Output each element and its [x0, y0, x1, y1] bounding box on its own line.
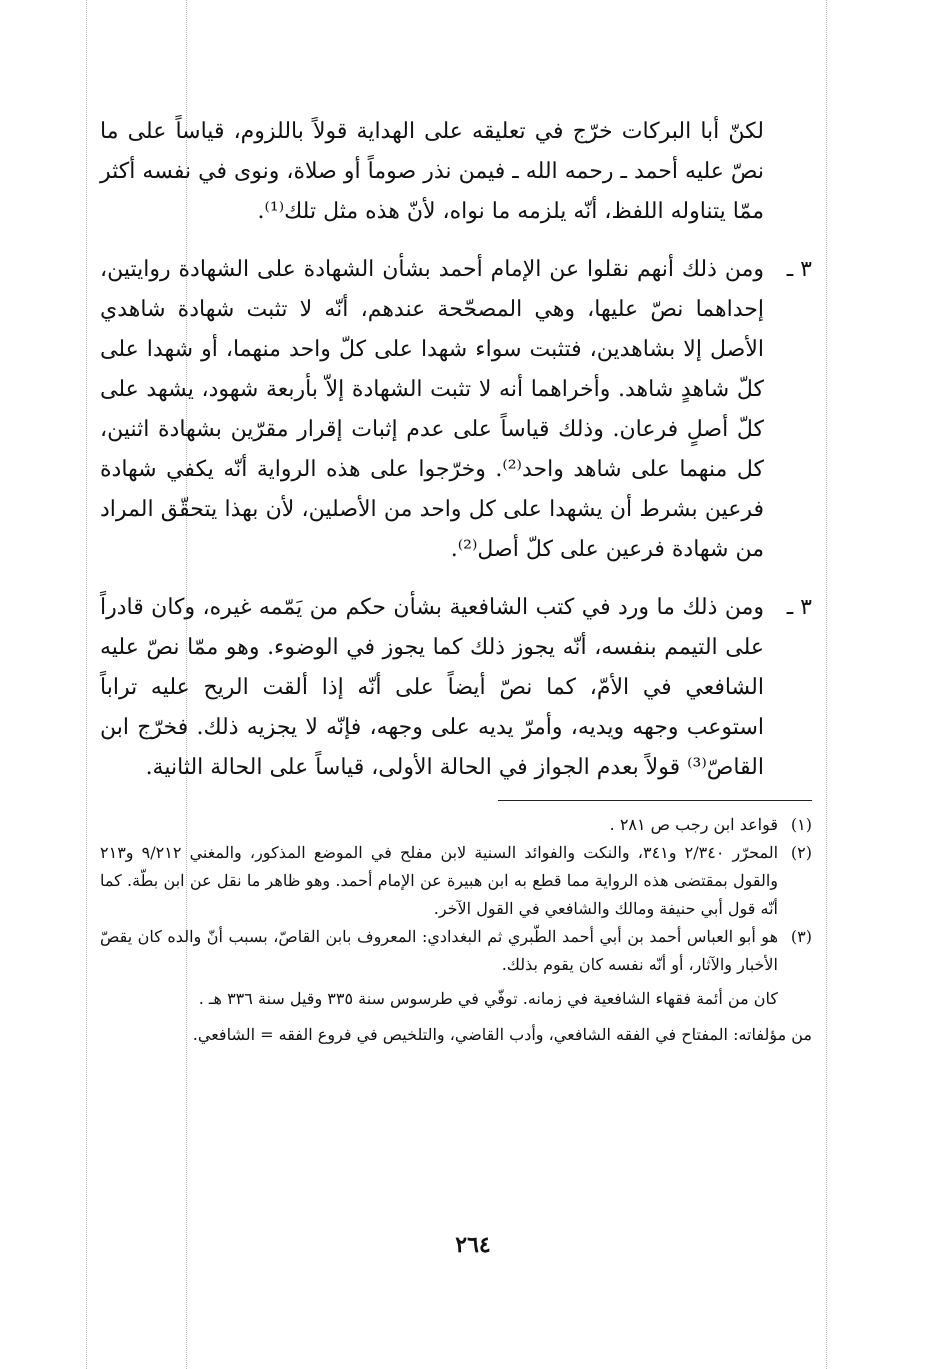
list-item-text: ومن ذلك أنهم نقلوا عن الإمام أحمد بشأن الشهادة على الشهادة روايتين، إحداهما نصّ عليها، وهي المصحّحة عندهم، أنّه لا تثبت شهادة شاهدي الأصل إلا بشاهدين، فتثبت سواء شهدا على كلّ واحد منهما، أو شهدا على كلّ شاهدٍ شاهد. وأخراهما أنه لا تثبت الشهادة إلاّ بأربعة شهود، يشهد على كلّ أصلٍ فرعان. وذلك قياساً على عدم إثبات إقرار مقرّين بشهادة اثنين، كل منهما على شاهد واحد⁽²⁾. وخرّجوا على هذه الرواية أنّه يكفي شهادة فرعين بشرط أن يشهدا على كل واحد من الأصلين، لأن بهذا يتحقّق المراد من شهادة فرعين على كلّ أصل⁽²⁾.: [100, 257, 764, 562]
footnote-text: المحرّر ٢/٣٤٠ و٣٤١، والنكت والفوائد السنية لابن مفلح في الموضع المذكور، والمغني ٩/٢١٢ و٢١٣ والقول بمقتضى هذه الرواية مما قطع به ابن هبيرة عن الإمام أحمد. وهو ظاهر ما نقل عن ابن بطّة. كما أنّه قول أبي حنيفة ومالك والشافعي في القول الآخر.: [100, 843, 779, 918]
footnote-3: [100, 923, 812, 979]
footnote-1: [100, 811, 812, 839]
footnote-separator: [498, 800, 812, 801]
page-number: ٢٦٤: [455, 1232, 491, 1258]
footnote-number: (٣): [790, 927, 812, 946]
footnote-text: قواعد ابن رجب ص ٢٨١ .: [609, 815, 778, 834]
list-item: [100, 588, 812, 788]
list-item-number: ٣ ـ: [786, 595, 812, 620]
margin-guide-left: [86, 0, 87, 1369]
footnote-3-continuation: كان من أئمة فقهاء الشافعية في زمانه. توفّي في طرسوس سنة ٣٣٥ وقيل سنة ٣٣٦ هـ .: [198, 989, 778, 1008]
footnote-number: (٢): [790, 843, 812, 862]
list-item-text: ومن ذلك ما ورد في كتب الشافعية بشأن حكم من يَمّمه غيره، وكان قادراً على التيمم بنفسه، أنّه يجوز ذلك كما يجوز في الوضوء. وهو ممّا نصّ عليه الشافعي في الأمّ، كما نصّ أيضاً على أنّه إذا ألقت الريح عليه تراباً استوعب وجهه ويديه، وأمرّ يديه على وجهه، فإنّه لا يجزيه ذلك. فخرّج ابن القاصّ⁽³⁾ قولاً بعدم الجواز في الحالة الأولى، قياساً على الحالة الثانية.: [100, 595, 764, 780]
footnote-text: هو أبو العباس أحمد بن أبي أحمد الطّبري ثم البغدادي: المعروف بابن القاصّ، بسبب أنّ والده كان يقصّ الأخبار والآثار، أو أنّه نفسه كان يقوم بذلك.: [100, 927, 778, 974]
list-item-number: ٣ ـ: [786, 257, 812, 282]
footnote-number: (١): [790, 815, 812, 834]
page-body: [100, 112, 812, 1049]
footnote-3-works: من مؤلفاته: المفتاح في الفقه الشافعي، وأدب القاضي، والتلخيص في فروع الفقه = الشافعي.: [192, 1025, 812, 1044]
list-item: [100, 250, 812, 570]
intro-paragraph: لكنّ أبا البركات خرّج في تعليقه على الهداية قولاً باللزوم، قياساً على ما نصّ عليه أحمد ـ رحمه الله ـ فيمن نذر صوماً أو صلاة، ونوى في نفسه أكثر ممّا يتناوله اللفظ، أنّه يلزمه ما نواه، لأنّ هذه مثل تلك⁽¹⁾.: [100, 119, 764, 224]
margin-guide-right: [826, 0, 827, 1369]
footnote-2: [100, 839, 812, 923]
